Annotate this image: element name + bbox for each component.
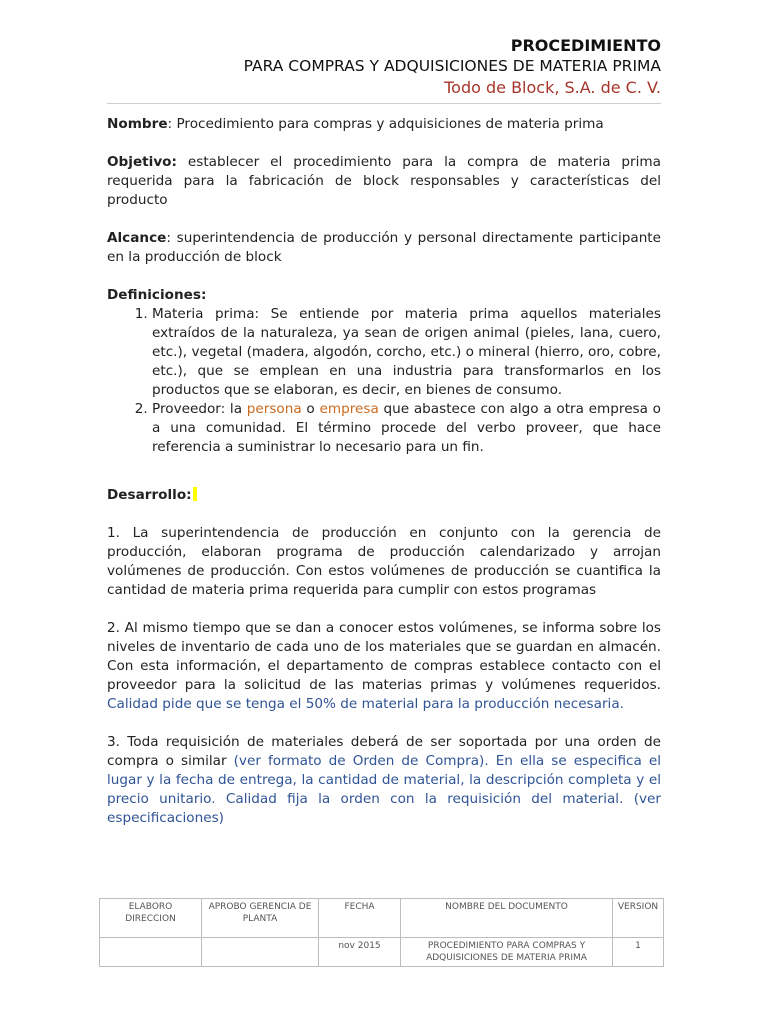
document-header bbox=[244, 36, 661, 99]
footer-header-row bbox=[100, 899, 664, 938]
footer-value-version: 1 bbox=[613, 938, 664, 967]
desarrollo-label: Desarrollo: bbox=[107, 487, 192, 503]
proveedor-text-b: o bbox=[301, 401, 320, 417]
footer-value-row bbox=[100, 938, 664, 967]
objetivo-paragraph bbox=[107, 153, 661, 210]
definicion-proveedor bbox=[152, 400, 661, 457]
document-body bbox=[107, 115, 661, 828]
alcance-paragraph bbox=[107, 229, 661, 267]
nombre-paragraph bbox=[107, 115, 661, 134]
empresa-link[interactable]: empresa bbox=[319, 401, 379, 417]
persona-link[interactable]: persona bbox=[246, 401, 302, 417]
paso-3-orden-link[interactable]: (ver formato de Orden de Compra). En ella se especifica el lugar y la fecha de entrega, la cantidad de material, la descripción completa y el precio unitario. Calidad fija la orden con la requisición del material. (ver especificaciones) bbox=[107, 753, 661, 826]
definicion-materia-prima: 1. Materia prima: Se entiende por materia prima aquellos materiales extraídos de la naturaleza, ya sean de origen animal (pieles, lana, cuero, etc.), vegetal (madera, algodón, corcho, etc.) o mineral (hierro, oro, cobre, etc.), que se emplean en una industria para transformarlos en los productos que se elaboran, es decir, en bienes de consumo. bbox=[152, 305, 661, 400]
desarrollo-paso-3 bbox=[107, 733, 661, 828]
alcance-label: Alcance bbox=[107, 230, 167, 246]
footer-value-elaboro bbox=[100, 938, 202, 967]
proveedor-text-c: que abastece con algo a otra empresa o a una comunidad. El término procede del verbo proveer, que hace referencia a suministrar lo necesario para un fin. bbox=[152, 401, 661, 455]
nombre-label: Nombre bbox=[107, 116, 168, 132]
desarrollo-heading bbox=[107, 486, 661, 505]
document-title: PROCEDIMIENTO bbox=[510, 36, 661, 55]
paso-2-text: 2. Al mismo tiempo que se dan a conocer estos volúmenes, se informa sobre los niveles de inventario de cada uno de los materiales que se guardan en almacén. Con esta información, el departamento de compras establece contacto con el proveedor para la solicitud de las materias primas y volúmenes requeridos. bbox=[107, 620, 661, 693]
paso-2-calidad-note: Calidad pide que se tenga el 50% de material para la producción necesaria. bbox=[107, 696, 624, 712]
footer-value-fecha: nov 2015 bbox=[319, 938, 401, 967]
footer-header-version: VERSION bbox=[613, 899, 664, 938]
alcance-text: : superintendencia de producción y personal directamente participante en la producción de block bbox=[107, 230, 661, 265]
footer-header-nombre: NOMBRE DEL DOCUMENTO bbox=[401, 899, 613, 938]
definiciones-list bbox=[107, 305, 661, 457]
text-cursor bbox=[193, 487, 197, 501]
footer-header-fecha: FECHA bbox=[319, 899, 401, 938]
paso-3-text: 3. Toda requisición de materiales deberá de ser soportada por una orden de compra o similar bbox=[107, 734, 661, 769]
document-subtitle: PARA COMPRAS Y ADQUISICIONES DE MATERIA PRIMA bbox=[243, 57, 661, 75]
definiciones-heading: Definiciones: bbox=[107, 287, 207, 303]
desarrollo-paso-1: 1. La superintendencia de producción en conjunto con la gerencia de producción, elaboran programa de producción calendarizado y arrojan volúmenes de producción. Con estos volúmenes de producción se cuantifica la cantidad de materia prima requerida para cumplir con estos programas bbox=[107, 525, 661, 598]
objetivo-text: establecer el procedimiento para la compra de materia prima requerida para la fabricación de block responsables y características del producto bbox=[107, 154, 661, 208]
nombre-text: : Procedimiento para compras y adquisiciones de materia prima bbox=[167, 116, 604, 132]
footer-header-elaboro: ELABORO DIRECCION bbox=[100, 899, 202, 938]
objetivo-label: Objetivo: bbox=[107, 154, 177, 170]
company-name: Todo de Block, S.A. de C. V. bbox=[444, 78, 661, 97]
footer-header-aprobo: APROBO GERENCIA DE PLANTA bbox=[202, 899, 319, 938]
footer-value-nombre: PROCEDIMIENTO PARA COMPRAS Y ADQUISICIONES DE MATERIA PRIMA bbox=[401, 938, 613, 967]
footer-value-aprobo bbox=[202, 938, 319, 967]
desarrollo-paso-2 bbox=[107, 619, 661, 714]
document-footer-table bbox=[99, 898, 664, 967]
header-divider bbox=[107, 103, 661, 104]
proveedor-text-a: Proveedor: la bbox=[152, 401, 247, 417]
